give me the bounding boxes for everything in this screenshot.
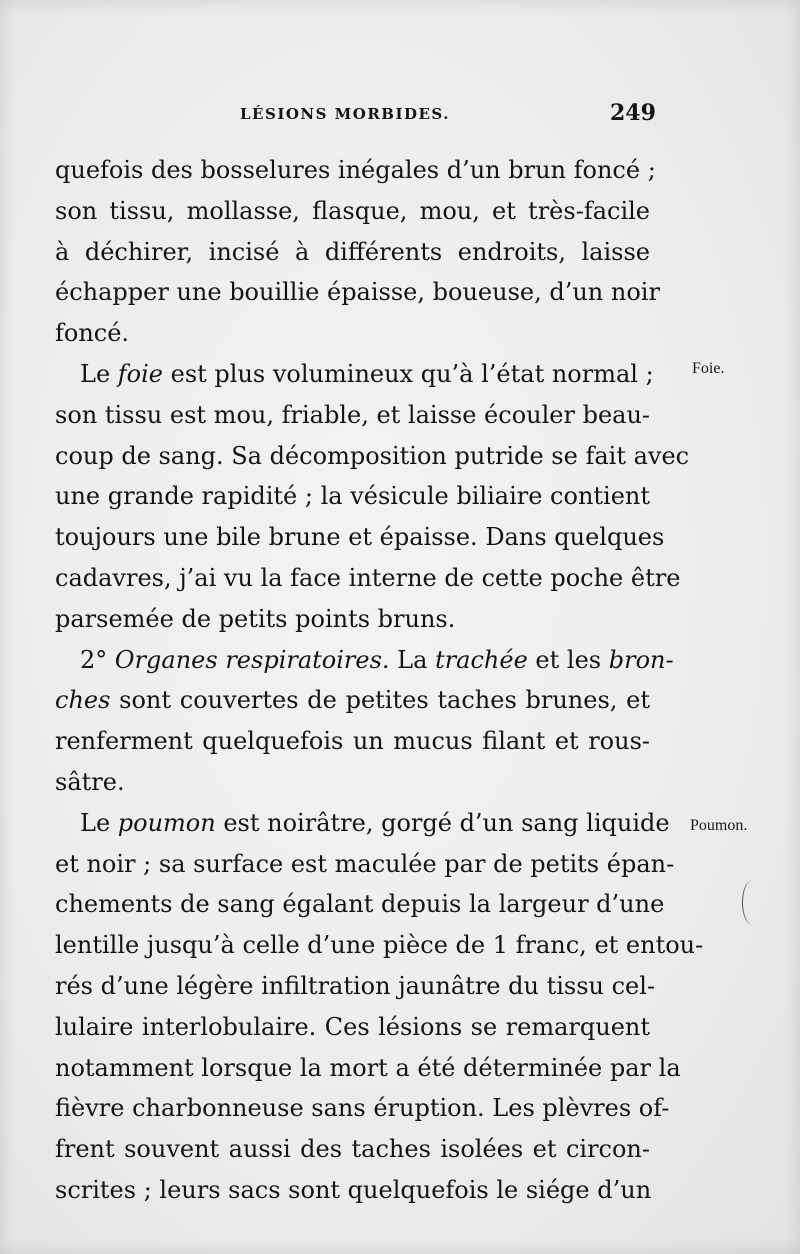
text-line-foie [55,354,654,395]
text-run: est plus volumineux qu’à l’état normal ; [163,359,654,388]
italic-term-trachee: trachée [435,645,528,674]
text-line: coup de sang. Sa décomposition putride se fait avec [55,441,690,470]
text-line: son tissu est mou, friable, et laisse écouler beau- [55,400,651,429]
text-run: sont couvertes de petites taches brunes, et [110,686,650,715]
text-run: 2° [80,645,115,674]
text-line: une grande rapidité ; la vésicule biliaire contient [55,482,651,511]
text-run: Le [80,808,118,837]
text-line: fièvre charbonneuse sans éruption. Les plèvres of- [55,1094,670,1123]
text-line: son tissu, mollasse, flasque, mou, et très-facile [55,196,650,225]
text-run: est noirâtre, gorgé d’un sang liquide [215,808,670,837]
margin-note-foie: Foie. [692,360,725,377]
text-run: Le [80,359,118,388]
text-run: La [389,645,436,674]
text-line: quefois des bosselures inégales d’un brun foncé ; [55,156,656,184]
text-run: et les [527,645,609,674]
margin-note-poumon: Poumon. [690,817,748,834]
margin-pencil-mark [742,880,763,925]
text-line: toujours une bile brune et épaisse. Dans quelques [55,523,665,552]
italic-term-bronches: bron- [608,645,674,674]
text-line: frent souvent aussi des taches isolées et circon- [55,1135,650,1164]
text-line-ches [55,680,650,721]
text-line-poumon [55,803,670,844]
text-line: échapper une bouillie épaisse, boueuse, d’un noir [55,278,660,307]
text-line: scrites ; leurs sacs sont quelquefois le siége d’un [55,1175,652,1204]
running-head: LÉSIONS MORBIDES. [240,105,450,123]
body-text [55,150,704,1211]
text-line: foncé. [55,319,130,348]
italic-term-ches: ches [55,686,111,715]
text-line-organes [55,640,674,681]
text-line: notamment lorsque la mort a été déterminée par la [55,1053,681,1082]
text-line: cadavres, j’ai vu la face interne de cette poche être [55,563,681,592]
italic-heading-organes: Organes respiratoires. [114,645,390,674]
text-line: lentille jusqu’à celle d’une pièce de 1 franc, et entou- [55,931,704,960]
text-line: chements de sang égalant depuis la largeur d’une [55,890,665,919]
text-line: à déchirer, incisé à différents endroits, laisse [55,237,650,266]
text-line: renferment quelquefois un mucus filant et rous- [55,727,650,756]
text-line: parsemée de petits points bruns. [55,604,456,633]
text-line: et noir ; sa surface est maculée par de petits épan- [55,849,675,878]
text-line: sâtre. [55,767,125,796]
page-number: 249 [610,100,656,126]
text-line: lulaire interlobulaire. Ces lésions se remarquent [55,1012,650,1041]
italic-term-foie: foie [117,359,163,388]
text-line: rés d’une légère infiltration jaunâtre du tissu cel- [55,971,656,1000]
italic-term-poumon: poumon [117,808,216,837]
